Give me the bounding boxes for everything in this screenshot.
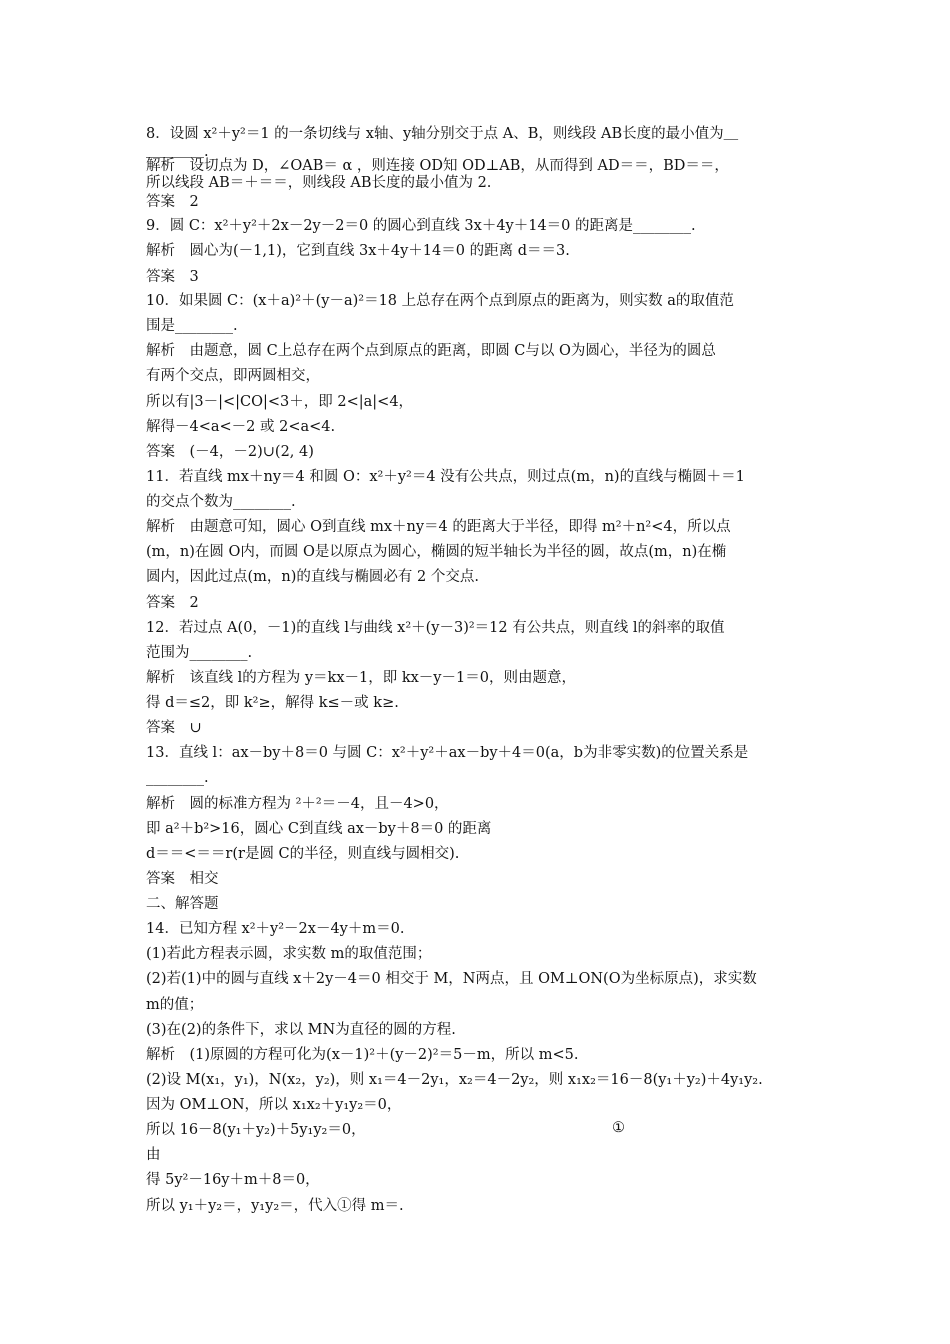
q11-analysis-2: (m，n)在圆 O内，而圆 O是以原点为圆心，椭圆的短半轴长为半径的圆，故点(m，n)在椭 [146, 544, 727, 560]
q11-stem: 11．若直线 mx＋ny＝4 和圆 O：x²＋y²＝4 没有公共点，则过点(m，n)的直线与椭圆＋＝1 [146, 469, 745, 485]
q13-stem: 13．直线 l：ax－by＋8＝0 与圆 C：x²＋y²＋ax－by＋4＝0(a，b为非零实数)的位置关系是 [146, 745, 749, 761]
q8-analysis: 解析 设切点为 D，∠OAB＝ α ，则连接 OD知 OD⊥AB，从而得到 AD＝＝，BD＝＝， [146, 158, 729, 174]
q14-analysis-1: 解析 (1)原圆的方程可化为(x－1)²＋(y－2)²＝5－m，所以 m<5. [146, 1047, 579, 1063]
q12-answer: 答案 ∪ [146, 720, 202, 736]
q12-analysis-2: 得 d＝≤2，即 k²≥，解得 k≤－或 k≥. [146, 695, 399, 711]
q13-stem-cont: ________. [146, 770, 209, 786]
q10-analysis: 解析 由题意，圆 C上总存在两个点到原点的距离，即圆 C与以 O为圆心，半径为的圆总 [146, 343, 716, 359]
q10-answer: 答案 (－4，－2)∪(2, 4) [146, 444, 314, 460]
q8-stem-cont: ＿＿＿＿. [146, 144, 209, 160]
q11-answer: 答案 2 [146, 595, 199, 611]
q11-stem-cont: 的交点个数为________. [146, 494, 296, 510]
q9-stem: 9．圆 C：x²＋y²＋2x－2y－2＝0 的圆心到直线 3x＋4y＋14＝0 的距离是________. [146, 218, 696, 234]
q13-analysis-2: 即 a²＋b²>16，圆心 C到直线 ax－by＋8＝0 的距离 [146, 821, 492, 837]
q13-analysis: 解析 圆的标准方程为 ²＋²＝－4，且－4>0， [146, 796, 449, 812]
q14-part1: (1)若此方程表示圆，求实数 m的取值范围； [146, 946, 432, 962]
q12-stem-cont: 范围为________. [146, 645, 253, 661]
q8-analysis-cont: 所以线段 AB＝＋＝＝，则线段 AB长度的最小值为 2. [146, 175, 492, 191]
q14-part3: (3)在(2)的条件下，求以 MN为直径的圆的方程. [146, 1022, 456, 1038]
q14-analysis-5: 由 [146, 1147, 161, 1163]
q9-analysis: 解析 圆心为(－1,1)，它到直线 3x＋4y＋14＝0 的距离 d＝＝3. [146, 243, 570, 259]
q14-analysis-3: 因为 OM⊥ON，所以 x₁x₂＋y₁y₂＝0， [146, 1097, 402, 1113]
section-heading: 二、解答题 [146, 896, 219, 912]
q10-analysis-2: 有两个交点，即两圆相交， [146, 368, 320, 384]
q9-answer: 答案 3 [146, 269, 199, 285]
q10-stem: 10．如果圆 C：(x＋a)²＋(y－a)²＝18 上总存在两个点到原点的距离为，则实数 a的取值范 [146, 293, 734, 309]
q12-stem: 12．若过点 A(0，－1)的直线 l与曲线 x²＋(y－3)²＝12 有公共点，则直线 l的斜率的取值 [146, 620, 725, 636]
q8-stem: 8．设圆 x²＋y²＝1 的一条切线与 x轴、y轴分别交于点 A、B，则线段 AB长度的最小值为＿ [146, 126, 739, 142]
q13-analysis-3: d＝＝<＝＝r(r是圆 C的半径，则直线与圆相交). [146, 846, 460, 862]
q14-analysis-7: 所以 y₁＋y₂＝，y₁y₂＝，代入①得 m＝. [146, 1198, 404, 1214]
q13-answer: 答案 相交 [146, 871, 219, 887]
q14-stem: 14．已知方程 x²＋y²－2x－4y＋m＝0. [146, 921, 405, 937]
q14-part2: (2)若(1)中的圆与直线 x＋2y－4＝0 相交于 M，N两点，且 OM⊥ON(O为坐标原点)，求实数 [146, 971, 757, 987]
q10-analysis-4: 解得－4<a<－2 或 2<a<4. [146, 419, 336, 435]
q12-analysis: 解析 该直线 l的方程为 y＝kx－1，即 kx－y－1＝0，则由题意， [146, 670, 576, 686]
q14-part2-cont: m的值； [146, 997, 204, 1013]
equation-label: ① [612, 1120, 625, 1136]
q11-analysis-3: 圆内，因此过点(m，n)的直线与椭圆必有 2 个交点. [146, 569, 479, 585]
q11-analysis: 解析 由题意可知，圆心 O到直线 mx＋ny＝4 的距离大于半径，即得 m²＋n²<4，所以点 [146, 519, 731, 535]
q10-analysis-3: 所以有|3－|<|CO|<3＋，即 2<|a|<4， [146, 394, 414, 410]
q10-stem-cont: 围是________. [146, 318, 238, 334]
q14-analysis-4: 所以 16－8(y₁＋y₂)＋5y₁y₂＝0， [146, 1122, 366, 1138]
q8-answer: 答案 2 [146, 194, 199, 210]
q14-analysis-2: (2)设 M(x₁，y₁)，N(x₂，y₂)，则 x₁＝4－2y₁，x₂＝4－2y₂，则 x₁x₂＝16－8(y₁＋y₂)＋4y₁y₂. [146, 1072, 763, 1088]
q14-analysis-6: 得 5y²－16y＋m＋8＝0， [146, 1172, 320, 1188]
